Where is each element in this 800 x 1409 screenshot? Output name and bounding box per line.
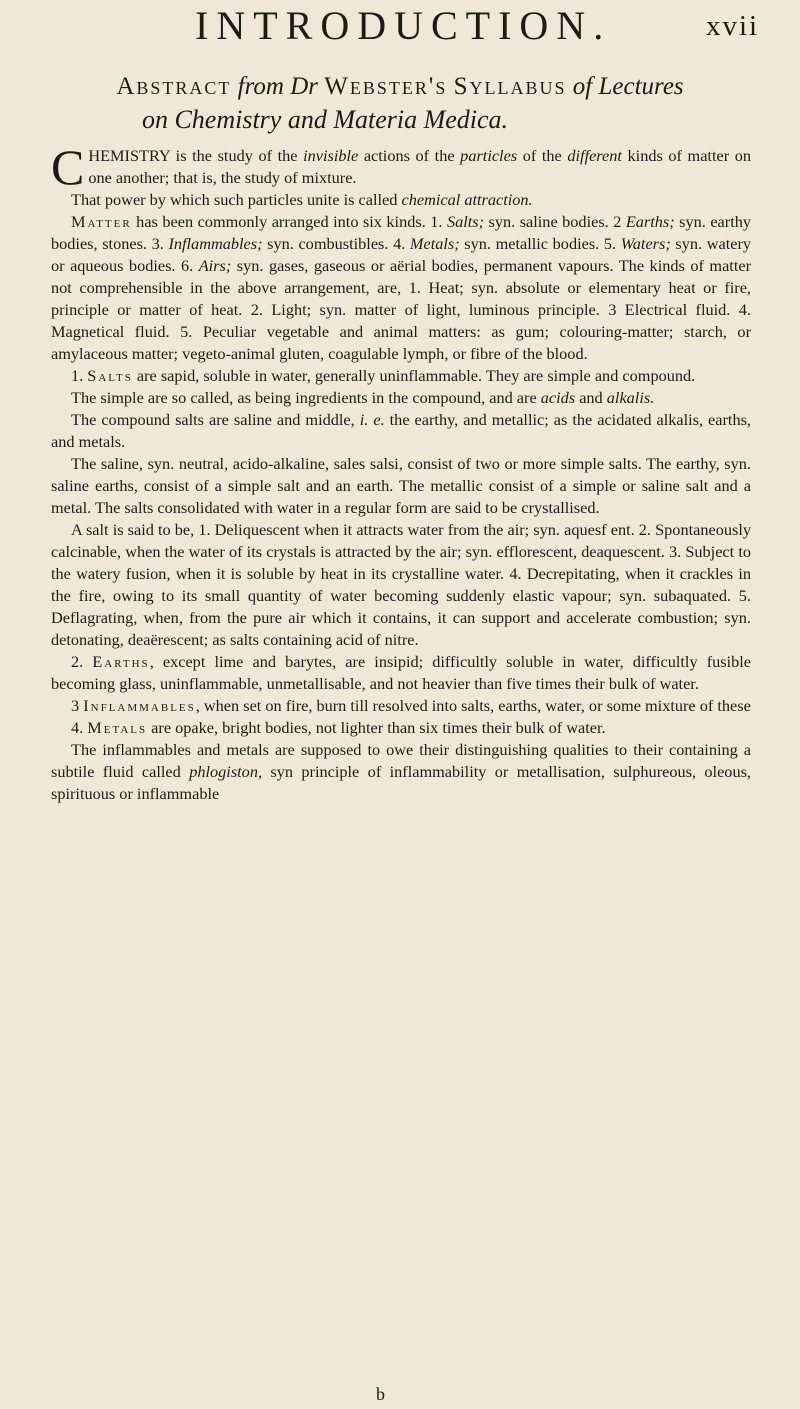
text-run: chemical attraction. [401, 190, 533, 209]
text-run: 2. [71, 652, 93, 671]
text-run: 3 [71, 696, 84, 715]
text-run: The simple are so called, as being ingredients in the compound, and are [71, 388, 541, 407]
text-run: particles [460, 146, 518, 165]
text-run: Earths; [625, 212, 675, 231]
page-number: xvii [706, 10, 760, 42]
text-run: , when set on fire, burn till resolved into salts, earths, water, or some mixture of these [195, 696, 751, 715]
text-run: Matter [71, 212, 132, 231]
text-run: of the [517, 146, 568, 165]
heading-abstract: Abstract [116, 73, 232, 100]
running-head [0, 2, 800, 50]
text-run: The compound salts are saline and middle, [71, 410, 360, 429]
paragraph-inflammables [51, 695, 751, 717]
text-run: The inflammables and metals are supposed to owe their distinguishing qualities to their containing a subtile fluid called [51, 740, 751, 781]
text-run: has been commonly arranged into six kinds. 1. [131, 212, 447, 231]
text-run: 4. [71, 718, 88, 737]
text-run: are sapid, soluble in water, generally uninflammable. They are simple and compound. [132, 366, 696, 385]
text-run: are opake, bright bodies, not lighter than six times their bulk of water. [147, 718, 606, 737]
text-run: phlogiston, [189, 762, 263, 781]
text-run: kinds of matter on one another; that is, the study of mixture. [88, 146, 751, 187]
signature-mark: b [376, 1384, 385, 1404]
paragraph-definition [51, 139, 751, 195]
text-run: Airs; [198, 256, 232, 275]
text-run: Salts [87, 366, 133, 385]
definition-lead: HEMISTRY [88, 146, 171, 165]
text-run: syn. combustibles. 4. [262, 234, 410, 253]
text-run: Inflammables [83, 696, 196, 715]
text-run: syn. saline bodies. 2 [484, 212, 626, 231]
paragraph-compound-salts [51, 409, 751, 453]
text-run: the earthy, and metallic; as the acidated alkalis, earths, and metals. [51, 410, 751, 451]
heading-syllabus: Syllabus [453, 73, 567, 100]
text-run: is the study of the [170, 146, 304, 165]
text-run: That power by which such particles unite is called [71, 190, 402, 209]
text-run: i. e. [359, 410, 385, 429]
text-run: alkalis. [606, 388, 655, 407]
text-run: syn. metallic bodies. 5. [459, 234, 621, 253]
paragraph-earths [51, 651, 751, 695]
text-run: different [567, 146, 622, 165]
heading-subtitle: on Chemistry and Materia Medica. [141, 105, 509, 134]
text-run: Earths [92, 652, 150, 671]
text-run: Metals; [409, 234, 460, 253]
drop-cap: C [51, 139, 85, 195]
paragraph-salt-properties: A salt is said to be, 1. Deliquescent when it attracts water from the air; syn. aquesf ent. 2. Spontaneously calcinable, when the water of its crystals is attracted by the air; syn. efflorescent, deaquescent. 3. Subject to the watery fusion, when it is soluble by heat in its crystalline water. 4. Decrepitating, when it crackles in the fire, owing to its small quantity of water becoming suddenly elastic vapour; syn. subaquated. 5. Deflagrating, when, from the pure air which it contains, it can support and accelerate combustion; syn. detonating, deaërescent; as salts containing acid of nitre. [51, 520, 751, 649]
body-text [51, 139, 752, 805]
paragraph-matter [51, 211, 751, 365]
text-run: syn principle of inflammability or metallisation, sulphureous, oleous, spirituous or inflammable [51, 762, 751, 803]
heading-from: from Dr [237, 73, 318, 100]
paragraph-phlogiston [51, 739, 751, 805]
text-run: invisible [303, 146, 359, 165]
text-run: Inflammables; [168, 234, 263, 253]
paragraph-saline: The saline, syn. neutral, acido-alkaline, sales salsi, consist of two or more simple salts. The earthy, syn. saline earths, consist of a simple salt and an earth. The metallic consist of a simple or saline salt and a metal. The salts consolidated with water in a regular form are said to be crystallised. [51, 454, 751, 517]
text-run: and [575, 388, 607, 407]
paragraph-metals [51, 717, 751, 739]
text-run: syn. gases, gaseous or aërial bodies, permanent vapours. The kinds of matter not comprehensible in the above arrangement, are, 1. Heat; syn. absolute or elementary heat or fire, principle or matter of heat. 2. Light; syn. matter of light, luminous principle. 3 Electrical fluid. 4. Magnetical fluid. 5. Peculiar vegetable and animal matters: as gum; colouring-matter; starch, or amylaceous matter; vegeto-animal gluten, coagulable lymph, or fibre of the blood. [51, 256, 752, 363]
heading-of-lectures: of Lectures [572, 73, 684, 100]
text-run: Metals [87, 718, 148, 737]
text-run: Salts; [446, 212, 485, 231]
running-head-title: INTRODUCTION. [195, 3, 612, 48]
heading-author: Webster's [324, 73, 448, 100]
text-run: acids [540, 388, 576, 407]
text-run: syn. earthy bodies, stones. 3. [51, 212, 752, 253]
paragraph-salts [51, 365, 751, 387]
text-run: , except lime and barytes, are insipid; difficultly soluble in water, difficultly fusible becoming glass, uninflammable, unmetallisable, and not heavier than five times their bulk of water. [51, 652, 752, 693]
section-heading [0, 70, 800, 136]
paragraph-attraction [51, 189, 751, 211]
paragraph-simple-salts [51, 387, 751, 409]
text-run: 1. [71, 366, 88, 385]
text-run: syn. watery or aqueous bodies. 6. [51, 234, 752, 275]
text-run: actions of the [358, 146, 461, 165]
text-run: Waters; [620, 234, 671, 253]
